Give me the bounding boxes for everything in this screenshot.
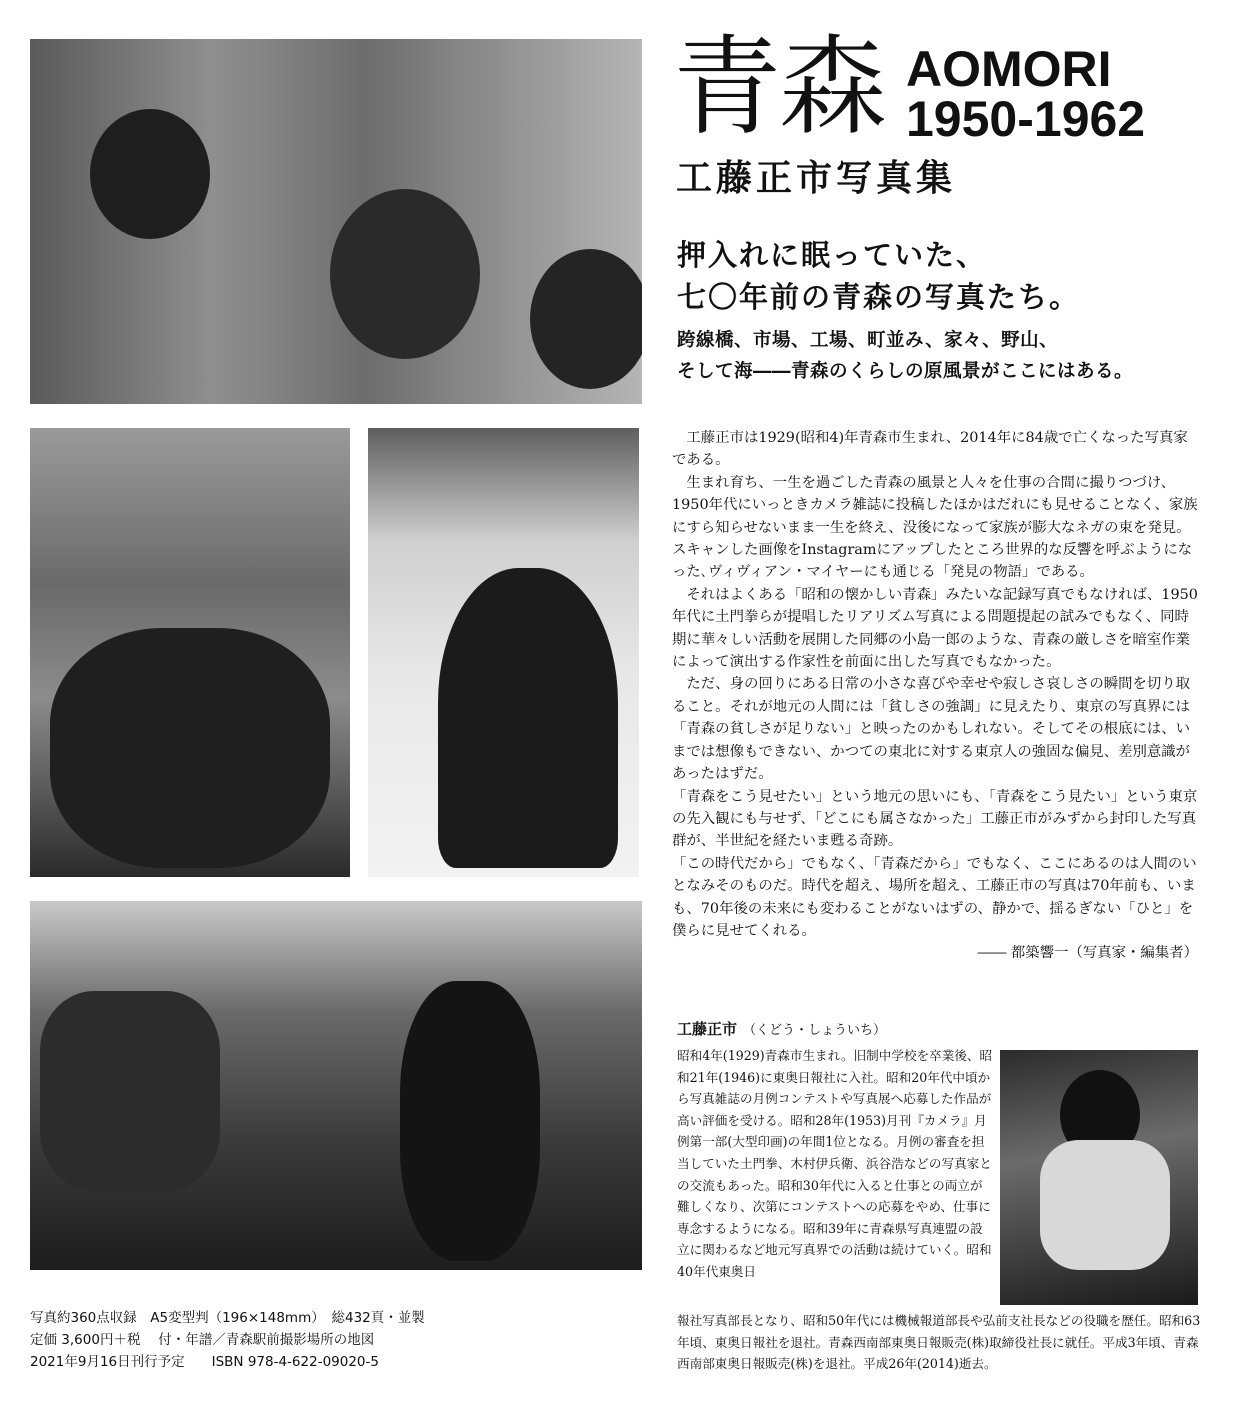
- spec-line3: 2021年9月16日刊行予定 ISBN 978-4-622-09020-5: [30, 1354, 379, 1370]
- book-spec: [30, 1307, 425, 1373]
- essay-paragraph: 生まれ育ち、一生を過ごした青森の風景と人々を仕事の合間に撮りつづけ、1950年代にいっときカメラ雑誌に投稿したほかはだれにも見せることなく、家族にすら知らせないまま一生を終え、没後になって家族が膨大なネガの束を発見。スキャンした画像をInstagramにアップしたところ世界的な反響を呼ぶようになった､ヴィヴィアン・マイヤーにも通じる「発見の物語」である。: [672, 474, 1198, 581]
- lead-line2: そして海――青森のくらしの原風景がここにはある。: [677, 361, 1134, 382]
- catch-line1: 押入れに眠っていた、: [677, 238, 988, 272]
- essay-paragraph: ただ、身の回りにある日常の小さな喜びや幸せや寂しさ哀しさの瞬間を切り取ること。それが地元の人間には「貧しさの強調」に見えたり、東京の写真界には「青森の貧しさが足りない」と映ったのかもしれない。そしてその根底には、いまでは想像もできない、かつての東北に対する東京人の強固な偏見、差別意識があったはずだ。: [672, 676, 1191, 783]
- photo-children-at-wall: [30, 39, 642, 404]
- author-reading: （くどう・しょういち）: [743, 1023, 887, 1038]
- essay-paragraph: 工藤正市は1929(昭和4)年青森市生まれ、2014年に84歳で亡くなった写真家である。: [672, 430, 1188, 469]
- catch-copy: [677, 234, 1080, 318]
- title-latin-line1: AOMORI: [906, 41, 1112, 97]
- essay-signature: ―― 都築響一（写真家・編集者）: [977, 945, 1198, 962]
- author-bio: 昭和4年(1929)青森市生まれ。旧制中学校を卒業後、昭和21年(1946)に東奥日報社に入社。昭和20年代中頃から写真雑誌の月例コンテストや写真展へ応募した作品が高い評価を受ける。昭和28年(1953)月刊『カメラ』月例第一部(大型印画)の年間1位となる。月例の審査を担当していた土門拳、木村伊兵衛、浜谷浩などの写真家との交流もあった。昭和30年代に入ると仕事との両立が難しくなり、次第にコンテストへの応募をやめ、仕事に専念するようになる。昭和39年に青森県写真連盟の設立に関わるなど地元写真界での活動は続けていく。昭和40年代東奥日: [677, 1048, 993, 1279]
- essay-paragraph: 「青森をこう見せたい」という地元の思いにも、「青森をこう見たい」という東京の先入観にも与せず、「どこにも属さなかった」工藤正市がみずから封印した写真群が、半世紀を経たいま甦る奇跡。: [672, 788, 1198, 850]
- title-latin-line2: 1950-1962: [906, 91, 1146, 147]
- essay-paragraph: それはよくある「昭和の懐かしい青森」みたいな記録写真でもなければ、1950年代に土門拳らが提唱したリアリズム写真による問題提起の試みでもなく、同時期に華々しい活動を展開した同郷の小島一郎のような、青森の厳しさを暗室作業によって演出する作家性を前面に出した写真でもなかった。: [672, 586, 1198, 671]
- spec-line1: 写真約360点収録 A5変型判（196×148mm） 総432頁・並製: [30, 1310, 425, 1326]
- spec-line2: 定価 3,600円＋税 付・年譜／青森駅前撮影場所の地図: [30, 1332, 375, 1348]
- catch-line2: 七〇年前の青森の写真たち。: [677, 280, 1081, 314]
- lead-copy: [677, 325, 1133, 387]
- author-name: 工藤正市: [677, 1020, 738, 1038]
- title-latin: [906, 41, 1146, 147]
- lead-line1: 跨線橋、市場、工場、町並み、家々、野山、: [677, 330, 1059, 351]
- photo-woman-in-snow: [368, 428, 639, 877]
- photo-alley-children-playing: [30, 901, 642, 1270]
- author-heading: [677, 1018, 886, 1039]
- photo-harbor-market-crowd: [30, 428, 350, 877]
- subtitle: 工藤正市写真集: [676, 158, 957, 199]
- author-bio-continued: 報社写真部長となり、昭和50年代には機械報道部長や弘前支社長などの役職を歴任。昭和63年頃、東奥日報社を退社。青森西南部東奥日報販売(株)取締役社長に就任。平成3年頃、青森西南部東奥日報販売(株)を退社。平成26年(2014)逝去。: [677, 1313, 1201, 1372]
- essay-paragraph: 「この時代だから」でもなく、「青森だから」でもなく、ここにあるのは人間のいとなみそのものだ。時代を超え、場所を超え、工藤正市の写真は70年前も、いまも、70年後の未来にも変わることがないはずの、静かで、揺るぎない「ひと」を僕らに見せてくれる。: [672, 855, 1197, 939]
- title-kanji: 青森: [673, 25, 886, 150]
- essay: [672, 427, 1198, 965]
- photo-author-portrait: [1000, 1050, 1198, 1305]
